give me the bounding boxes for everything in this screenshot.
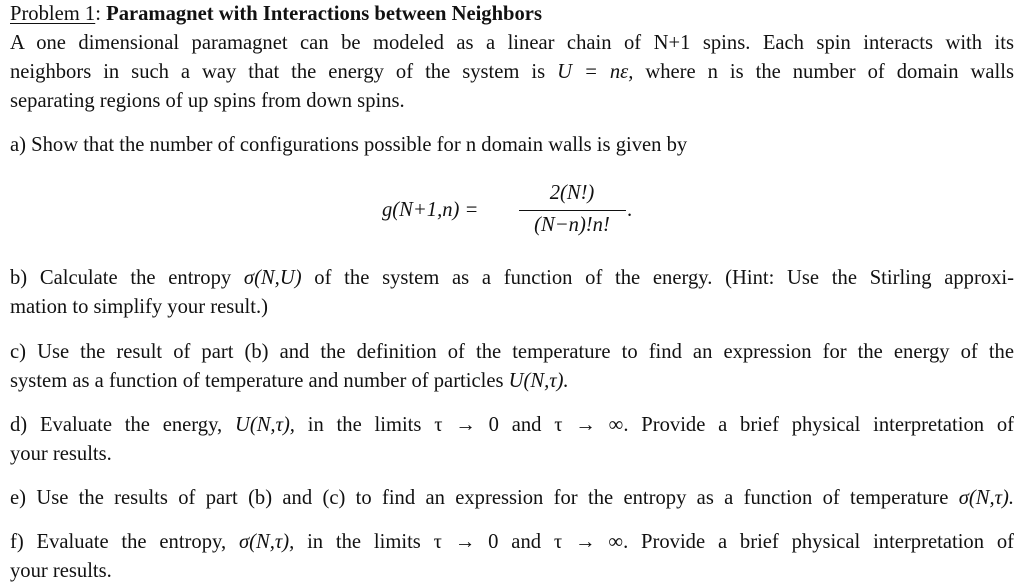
problem-label: Problem 1 <box>10 3 96 25</box>
problem-title: Paramagnet with Interactions between Neighbors <box>106 3 542 25</box>
part-d-line-1 <box>10 413 1014 438</box>
entropy-function-f: σ(N,τ), <box>238 531 295 553</box>
equation-denominator: (N−n)!n! <box>534 214 610 236</box>
entropy-symbol: σ(N,U) <box>243 267 302 289</box>
part-b-line-2: mation to simplify your result.) <box>10 296 268 318</box>
intro-line-1: A one dimensional paramagnet can be modeled as a linear chain of N+1 spins. Each spin interacts with its <box>10 32 1014 54</box>
fraction-bar <box>519 210 626 211</box>
part-c-line-1: c) Use the result of part (b) and the definition of the temperature to find an expression for the energy of the <box>10 341 1014 363</box>
equation-period: . <box>627 199 633 221</box>
part-f-start: f) Evaluate the entropy, <box>10 531 239 553</box>
entropy-function: σ(N,τ). <box>958 487 1014 509</box>
problem-heading <box>10 2 1014 27</box>
intro-line-3: separating regions of up spins from down spins. <box>10 90 405 112</box>
part-f-end: in the limits τ → 0 and τ → ∞. Provide a brief physical interpretation of <box>294 531 1014 553</box>
part-c-start: system as a function of temperature and number of particles <box>10 370 509 392</box>
part-d-end: in the limits τ → 0 and τ → ∞. Provide a brief physical interpretation of <box>294 414 1014 436</box>
part-f-line-1 <box>10 530 1014 555</box>
part-b-end: of the system as a function of the energy. (Hint: Use the Stirling approxi- <box>301 267 1014 289</box>
part-e-start: e) Use the results of part (b) and (c) to find an expression for the entropy as a function of temperature <box>10 487 959 509</box>
part-d-start: d) Evaluate the energy, <box>10 414 235 436</box>
equation-lhs: g(N+1,n) = <box>382 199 479 221</box>
intro-line-2 <box>10 60 1014 85</box>
problem-colon: : <box>95 3 107 25</box>
part-e <box>10 486 1014 511</box>
energy-formula: U = nε, <box>557 61 634 83</box>
intro-line-2-end: where n is the number of domain walls <box>633 61 1014 83</box>
part-b-start: b) Calculate the entropy <box>10 267 244 289</box>
part-c-line-2 <box>10 369 1014 394</box>
part-a: a) Show that the number of configurations possible for n domain walls is given by <box>10 134 688 156</box>
part-d-line-2: your results. <box>10 443 112 465</box>
energy-function: U(N,τ), <box>234 414 295 436</box>
equation-numerator: 2(N!) <box>549 182 595 204</box>
part-b-line-1 <box>10 266 1014 291</box>
display-equation <box>0 182 1024 244</box>
energy-symbol: U(N,τ). <box>508 370 569 392</box>
intro-line-2-start: neighbors in such a way that the energy of the system is <box>10 61 558 83</box>
part-f-line-2: your results. <box>10 560 112 582</box>
